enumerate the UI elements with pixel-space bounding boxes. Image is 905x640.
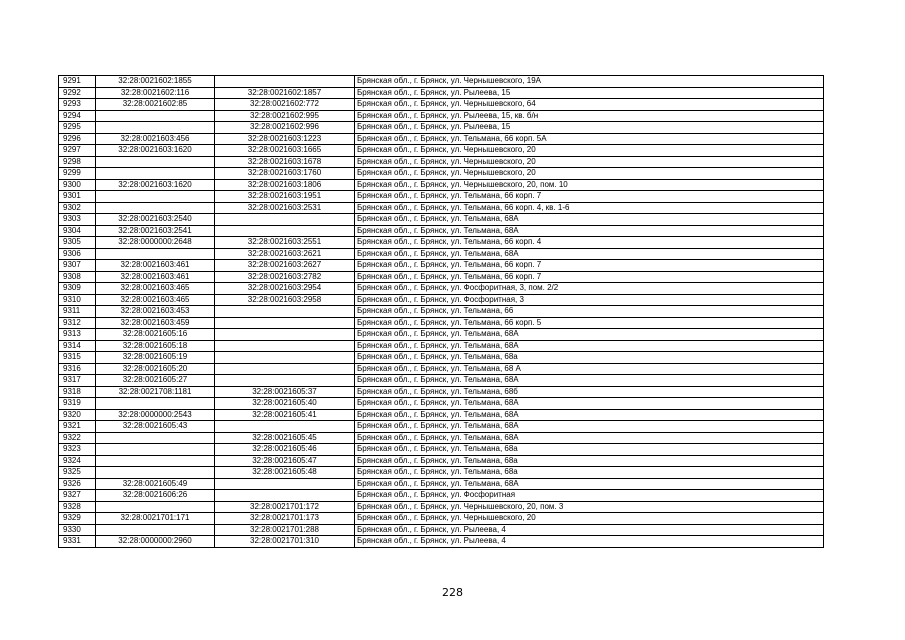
cadastral-number-cell: 32:28:0021603:1620 bbox=[96, 145, 215, 157]
address-cell: Брянская обл., г. Брянск, ул. Тельмана, 68А bbox=[355, 478, 824, 490]
row-number-cell: 9301 bbox=[59, 191, 96, 203]
table-row bbox=[59, 375, 824, 387]
row-number-cell: 9330 bbox=[59, 524, 96, 536]
row-number-cell: 9329 bbox=[59, 513, 96, 525]
cadastral-number-cell: 32:28:0021605:27 bbox=[96, 375, 215, 387]
row-number-cell: 9300 bbox=[59, 179, 96, 191]
address-cell: Брянская обл., г. Брянск, ул. Чернышевского, 19А bbox=[355, 76, 824, 88]
cadastral-number-cell bbox=[96, 248, 215, 260]
table-row bbox=[59, 122, 824, 134]
table-row bbox=[59, 340, 824, 352]
address-cell: Брянская обл., г. Брянск, ул. Рылеева, 15, кв. б/н bbox=[355, 110, 824, 122]
table-row bbox=[59, 398, 824, 410]
address-cell: Брянская обл., г. Брянск, ул. Тельмана, 66 корп. 7 bbox=[355, 271, 824, 283]
address-cell: Брянская обл., г. Брянск, ул. Чернышевского, 20 bbox=[355, 156, 824, 168]
related-cadastral-number-cell bbox=[215, 225, 355, 237]
row-number-cell: 9311 bbox=[59, 306, 96, 318]
address-cell: Брянская обл., г. Брянск, ул. Тельмана, 68б bbox=[355, 386, 824, 398]
table-row bbox=[59, 145, 824, 157]
cadastral-number-cell: 32:28:0021605:18 bbox=[96, 340, 215, 352]
address-cell: Брянская обл., г. Брянск, ул. Тельмана, 66 корп. 5 bbox=[355, 317, 824, 329]
related-cadastral-number-cell: 32:28:0021603:2958 bbox=[215, 294, 355, 306]
address-cell: Брянская обл., г. Брянск, ул. Рылеева, 4 bbox=[355, 536, 824, 548]
address-cell: Брянская обл., г. Брянск, ул. Рылеева, 15 bbox=[355, 87, 824, 99]
related-cadastral-number-cell: 32:28:0021603:2621 bbox=[215, 248, 355, 260]
cadastral-number-cell: 32:28:0021605:16 bbox=[96, 329, 215, 341]
table-row bbox=[59, 432, 824, 444]
cadastral-number-cell: 32:28:0021602:1855 bbox=[96, 76, 215, 88]
table-row bbox=[59, 133, 824, 145]
page-number: 228 bbox=[442, 586, 463, 599]
address-cell: Брянская обл., г. Брянск, ул. Чернышевского, 20, пом. 10 bbox=[355, 179, 824, 191]
cadastral-number-cell: 32:28:0021605:20 bbox=[96, 363, 215, 375]
cadastral-number-cell: 32:28:0000000:2543 bbox=[96, 409, 215, 421]
cadastral-number-cell bbox=[96, 467, 215, 479]
table-row bbox=[59, 156, 824, 168]
table-row bbox=[59, 87, 824, 99]
row-number-cell: 9308 bbox=[59, 271, 96, 283]
table-row bbox=[59, 467, 824, 479]
related-cadastral-number-cell: 32:28:0021605:46 bbox=[215, 444, 355, 456]
table-row bbox=[59, 421, 824, 433]
cadastral-number-cell bbox=[96, 444, 215, 456]
row-number-cell: 9319 bbox=[59, 398, 96, 410]
row-number-cell: 9317 bbox=[59, 375, 96, 387]
address-cell: Брянская обл., г. Брянск, ул. Тельмана, 66 bbox=[355, 306, 824, 318]
related-cadastral-number-cell: 32:28:0021605:45 bbox=[215, 432, 355, 444]
address-cell: Брянская обл., г. Брянск, ул. Фосфоритная bbox=[355, 490, 824, 502]
row-number-cell: 9302 bbox=[59, 202, 96, 214]
address-cell: Брянская обл., г. Брянск, ул. Чернышевского, 20 bbox=[355, 168, 824, 180]
related-cadastral-number-cell bbox=[215, 214, 355, 226]
related-cadastral-number-cell: 32:28:0021603:1223 bbox=[215, 133, 355, 145]
cadastral-number-cell: 32:28:0021708:1181 bbox=[96, 386, 215, 398]
row-number-cell: 9314 bbox=[59, 340, 96, 352]
related-cadastral-number-cell: 32:28:0021603:1951 bbox=[215, 191, 355, 203]
related-cadastral-number-cell: 32:28:0021603:1760 bbox=[215, 168, 355, 180]
table-row bbox=[59, 513, 824, 525]
row-number-cell: 9325 bbox=[59, 467, 96, 479]
table-row bbox=[59, 306, 824, 318]
row-number-cell: 9320 bbox=[59, 409, 96, 421]
cadastral-number-cell bbox=[96, 202, 215, 214]
table-row bbox=[59, 168, 824, 180]
address-cell: Брянская обл., г. Брянск, ул. Рылеева, 15 bbox=[355, 122, 824, 134]
cadastral-number-cell: 32:28:0021603:461 bbox=[96, 260, 215, 272]
cadastral-number-cell bbox=[96, 398, 215, 410]
related-cadastral-number-cell: 32:28:0021701:173 bbox=[215, 513, 355, 525]
cadastral-number-cell: 32:28:0021603:459 bbox=[96, 317, 215, 329]
cadastral-number-cell: 32:28:0000000:2648 bbox=[96, 237, 215, 249]
cadastral-number-cell: 32:28:0021603:453 bbox=[96, 306, 215, 318]
row-number-cell: 9312 bbox=[59, 317, 96, 329]
table-row bbox=[59, 283, 824, 295]
row-number-cell: 9299 bbox=[59, 168, 96, 180]
address-cell: Брянская обл., г. Брянск, ул. Тельмана, 66 корп. 7 bbox=[355, 191, 824, 203]
table-row bbox=[59, 363, 824, 375]
related-cadastral-number-cell: 32:28:0021701:310 bbox=[215, 536, 355, 548]
row-number-cell: 9294 bbox=[59, 110, 96, 122]
related-cadastral-number-cell bbox=[215, 490, 355, 502]
cadastral-number-cell bbox=[96, 455, 215, 467]
related-cadastral-number-cell: 32:28:0021603:2627 bbox=[215, 260, 355, 272]
row-number-cell: 9293 bbox=[59, 99, 96, 111]
address-cell: Брянская обл., г. Брянск, ул. Чернышевского, 20, пом. 3 bbox=[355, 501, 824, 513]
related-cadastral-number-cell bbox=[215, 363, 355, 375]
table-row bbox=[59, 294, 824, 306]
related-cadastral-number-cell: 32:28:0021603:2531 bbox=[215, 202, 355, 214]
cadastral-number-cell: 32:28:0000000:2960 bbox=[96, 536, 215, 548]
related-cadastral-number-cell bbox=[215, 352, 355, 364]
address-cell: Брянская обл., г. Брянск, ул. Тельмана, 68 А bbox=[355, 363, 824, 375]
table-row bbox=[59, 478, 824, 490]
cadastral-number-cell: 32:28:0021605:43 bbox=[96, 421, 215, 433]
cadastral-number-cell: 32:28:0021606:26 bbox=[96, 490, 215, 502]
cadastral-number-cell: 32:28:0021603:2541 bbox=[96, 225, 215, 237]
related-cadastral-number-cell bbox=[215, 340, 355, 352]
address-cell: Брянская обл., г. Брянск, ул. Чернышевского, 20 bbox=[355, 513, 824, 525]
table-row bbox=[59, 202, 824, 214]
cadastral-number-cell: 32:28:0021603:465 bbox=[96, 283, 215, 295]
related-cadastral-number-cell bbox=[215, 478, 355, 490]
row-number-cell: 9296 bbox=[59, 133, 96, 145]
cadastral-number-cell bbox=[96, 168, 215, 180]
address-table bbox=[58, 75, 824, 548]
table-row bbox=[59, 248, 824, 260]
table-row bbox=[59, 455, 824, 467]
cadastral-number-cell: 32:28:0021602:116 bbox=[96, 87, 215, 99]
table-row bbox=[59, 76, 824, 88]
cadastral-number-cell bbox=[96, 191, 215, 203]
row-number-cell: 9298 bbox=[59, 156, 96, 168]
cadastral-number-cell: 32:28:0021603:456 bbox=[96, 133, 215, 145]
row-number-cell: 9307 bbox=[59, 260, 96, 272]
row-number-cell: 9327 bbox=[59, 490, 96, 502]
row-number-cell: 9292 bbox=[59, 87, 96, 99]
table-row bbox=[59, 110, 824, 122]
cadastral-number-cell bbox=[96, 524, 215, 536]
address-cell: Брянская обл., г. Брянск, ул. Тельмана, 68а bbox=[355, 467, 824, 479]
row-number-cell: 9309 bbox=[59, 283, 96, 295]
address-cell: Брянская обл., г. Брянск, ул. Тельмана, 68А bbox=[355, 214, 824, 226]
table-row bbox=[59, 99, 824, 111]
table-row bbox=[59, 386, 824, 398]
cadastral-number-cell: 32:28:0021603:1620 bbox=[96, 179, 215, 191]
address-cell: Брянская обл., г. Брянск, ул. Фосфоритная, 3, пом. 2/2 bbox=[355, 283, 824, 295]
address-cell: Брянская обл., г. Брянск, ул. Тельмана, 66 корп. 4 bbox=[355, 237, 824, 249]
address-cell: Брянская обл., г. Брянск, ул. Тельмана, 68А bbox=[355, 340, 824, 352]
row-number-cell: 9328 bbox=[59, 501, 96, 513]
table-row bbox=[59, 409, 824, 421]
row-number-cell: 9304 bbox=[59, 225, 96, 237]
table-row bbox=[59, 237, 824, 249]
related-cadastral-number-cell: 32:28:0021602:772 bbox=[215, 99, 355, 111]
related-cadastral-number-cell bbox=[215, 306, 355, 318]
table-row bbox=[59, 214, 824, 226]
table-row bbox=[59, 317, 824, 329]
cadastral-number-cell: 32:28:0021605:49 bbox=[96, 478, 215, 490]
address-cell: Брянская обл., г. Брянск, ул. Тельмана, 68А bbox=[355, 225, 824, 237]
table-row bbox=[59, 271, 824, 283]
address-cell: Брянская обл., г. Брянск, ул. Тельмана, 68А bbox=[355, 398, 824, 410]
row-number-cell: 9305 bbox=[59, 237, 96, 249]
row-number-cell: 9291 bbox=[59, 76, 96, 88]
related-cadastral-number-cell bbox=[215, 329, 355, 341]
related-cadastral-number-cell bbox=[215, 421, 355, 433]
row-number-cell: 9295 bbox=[59, 122, 96, 134]
related-cadastral-number-cell: 32:28:0021605:47 bbox=[215, 455, 355, 467]
address-cell: Брянская обл., г. Брянск, ул. Чернышевского, 64 bbox=[355, 99, 824, 111]
address-cell: Брянская обл., г. Брянск, ул. Тельмана, 68А bbox=[355, 421, 824, 433]
cadastral-number-cell: 32:28:0021701:171 bbox=[96, 513, 215, 525]
cadastral-number-cell bbox=[96, 156, 215, 168]
table-row bbox=[59, 536, 824, 548]
related-cadastral-number-cell: 32:28:0021605:48 bbox=[215, 467, 355, 479]
cadastral-number-cell bbox=[96, 110, 215, 122]
related-cadastral-number-cell: 32:28:0021605:41 bbox=[215, 409, 355, 421]
address-table-body bbox=[59, 76, 824, 548]
cadastral-number-cell bbox=[96, 122, 215, 134]
address-cell: Брянская обл., г. Брянск, ул. Фосфоритная, 3 bbox=[355, 294, 824, 306]
table-row bbox=[59, 260, 824, 272]
related-cadastral-number-cell: 32:28:0021603:2782 bbox=[215, 271, 355, 283]
related-cadastral-number-cell: 32:28:0021602:996 bbox=[215, 122, 355, 134]
address-cell: Брянская обл., г. Брянск, ул. Тельмана, 68А bbox=[355, 248, 824, 260]
address-cell: Брянская обл., г. Брянск, ул. Рылеева, 4 bbox=[355, 524, 824, 536]
related-cadastral-number-cell bbox=[215, 375, 355, 387]
related-cadastral-number-cell: 32:28:0021605:37 bbox=[215, 386, 355, 398]
table-row bbox=[59, 225, 824, 237]
related-cadastral-number-cell: 32:28:0021603:2954 bbox=[215, 283, 355, 295]
cadastral-number-cell: 32:28:0021603:2540 bbox=[96, 214, 215, 226]
row-number-cell: 9303 bbox=[59, 214, 96, 226]
cadastral-number-cell: 32:28:0021605:19 bbox=[96, 352, 215, 364]
row-number-cell: 9321 bbox=[59, 421, 96, 433]
table-row bbox=[59, 490, 824, 502]
row-number-cell: 9316 bbox=[59, 363, 96, 375]
address-cell: Брянская обл., г. Брянск, ул. Чернышевского, 20 bbox=[355, 145, 824, 157]
table-row bbox=[59, 352, 824, 364]
cadastral-number-cell: 32:28:0021603:461 bbox=[96, 271, 215, 283]
table-row bbox=[59, 179, 824, 191]
cadastral-number-cell: 32:28:0021603:465 bbox=[96, 294, 215, 306]
related-cadastral-number-cell: 32:28:0021603:1806 bbox=[215, 179, 355, 191]
row-number-cell: 9331 bbox=[59, 536, 96, 548]
related-cadastral-number-cell: 32:28:0021605:40 bbox=[215, 398, 355, 410]
row-number-cell: 9323 bbox=[59, 444, 96, 456]
row-number-cell: 9297 bbox=[59, 145, 96, 157]
address-cell: Брянская обл., г. Брянск, ул. Тельмана, 68а bbox=[355, 352, 824, 364]
cadastral-number-cell bbox=[96, 501, 215, 513]
related-cadastral-number-cell: 32:28:0021701:288 bbox=[215, 524, 355, 536]
row-number-cell: 9313 bbox=[59, 329, 96, 341]
related-cadastral-number-cell: 32:28:0021603:1678 bbox=[215, 156, 355, 168]
related-cadastral-number-cell: 32:28:0021701:172 bbox=[215, 501, 355, 513]
table-row bbox=[59, 329, 824, 341]
address-cell: Брянская обл., г. Брянск, ул. Тельмана, 68а bbox=[355, 444, 824, 456]
related-cadastral-number-cell: 32:28:0021603:1665 bbox=[215, 145, 355, 157]
address-cell: Брянская обл., г. Брянск, ул. Тельмана, 68а bbox=[355, 455, 824, 467]
row-number-cell: 9322 bbox=[59, 432, 96, 444]
related-cadastral-number-cell bbox=[215, 317, 355, 329]
address-cell: Брянская обл., г. Брянск, ул. Тельмана, 68А bbox=[355, 409, 824, 421]
table-row bbox=[59, 444, 824, 456]
related-cadastral-number-cell bbox=[215, 76, 355, 88]
address-cell: Брянская обл., г. Брянск, ул. Тельмана, 66 корп. 4, кв. 1-6 bbox=[355, 202, 824, 214]
row-number-cell: 9306 bbox=[59, 248, 96, 260]
address-cell: Брянская обл., г. Брянск, ул. Тельмана, 66 корп. 7 bbox=[355, 260, 824, 272]
table-row bbox=[59, 501, 824, 513]
related-cadastral-number-cell: 32:28:0021602:1857 bbox=[215, 87, 355, 99]
row-number-cell: 9324 bbox=[59, 455, 96, 467]
address-cell: Брянская обл., г. Брянск, ул. Тельмана, 66 корп. 5А bbox=[355, 133, 824, 145]
address-cell: Брянская обл., г. Брянск, ул. Тельмана, 68А bbox=[355, 432, 824, 444]
address-cell: Брянская обл., г. Брянск, ул. Тельмана, 68А bbox=[355, 375, 824, 387]
table-row bbox=[59, 524, 824, 536]
row-number-cell: 9310 bbox=[59, 294, 96, 306]
cadastral-number-cell bbox=[96, 432, 215, 444]
related-cadastral-number-cell: 32:28:0021602:995 bbox=[215, 110, 355, 122]
table-row bbox=[59, 191, 824, 203]
row-number-cell: 9318 bbox=[59, 386, 96, 398]
row-number-cell: 9315 bbox=[59, 352, 96, 364]
cadastral-number-cell: 32:28:0021602:85 bbox=[96, 99, 215, 111]
row-number-cell: 9326 bbox=[59, 478, 96, 490]
address-cell: Брянская обл., г. Брянск, ул. Тельмана, 68А bbox=[355, 329, 824, 341]
related-cadastral-number-cell: 32:28:0021603:2551 bbox=[215, 237, 355, 249]
